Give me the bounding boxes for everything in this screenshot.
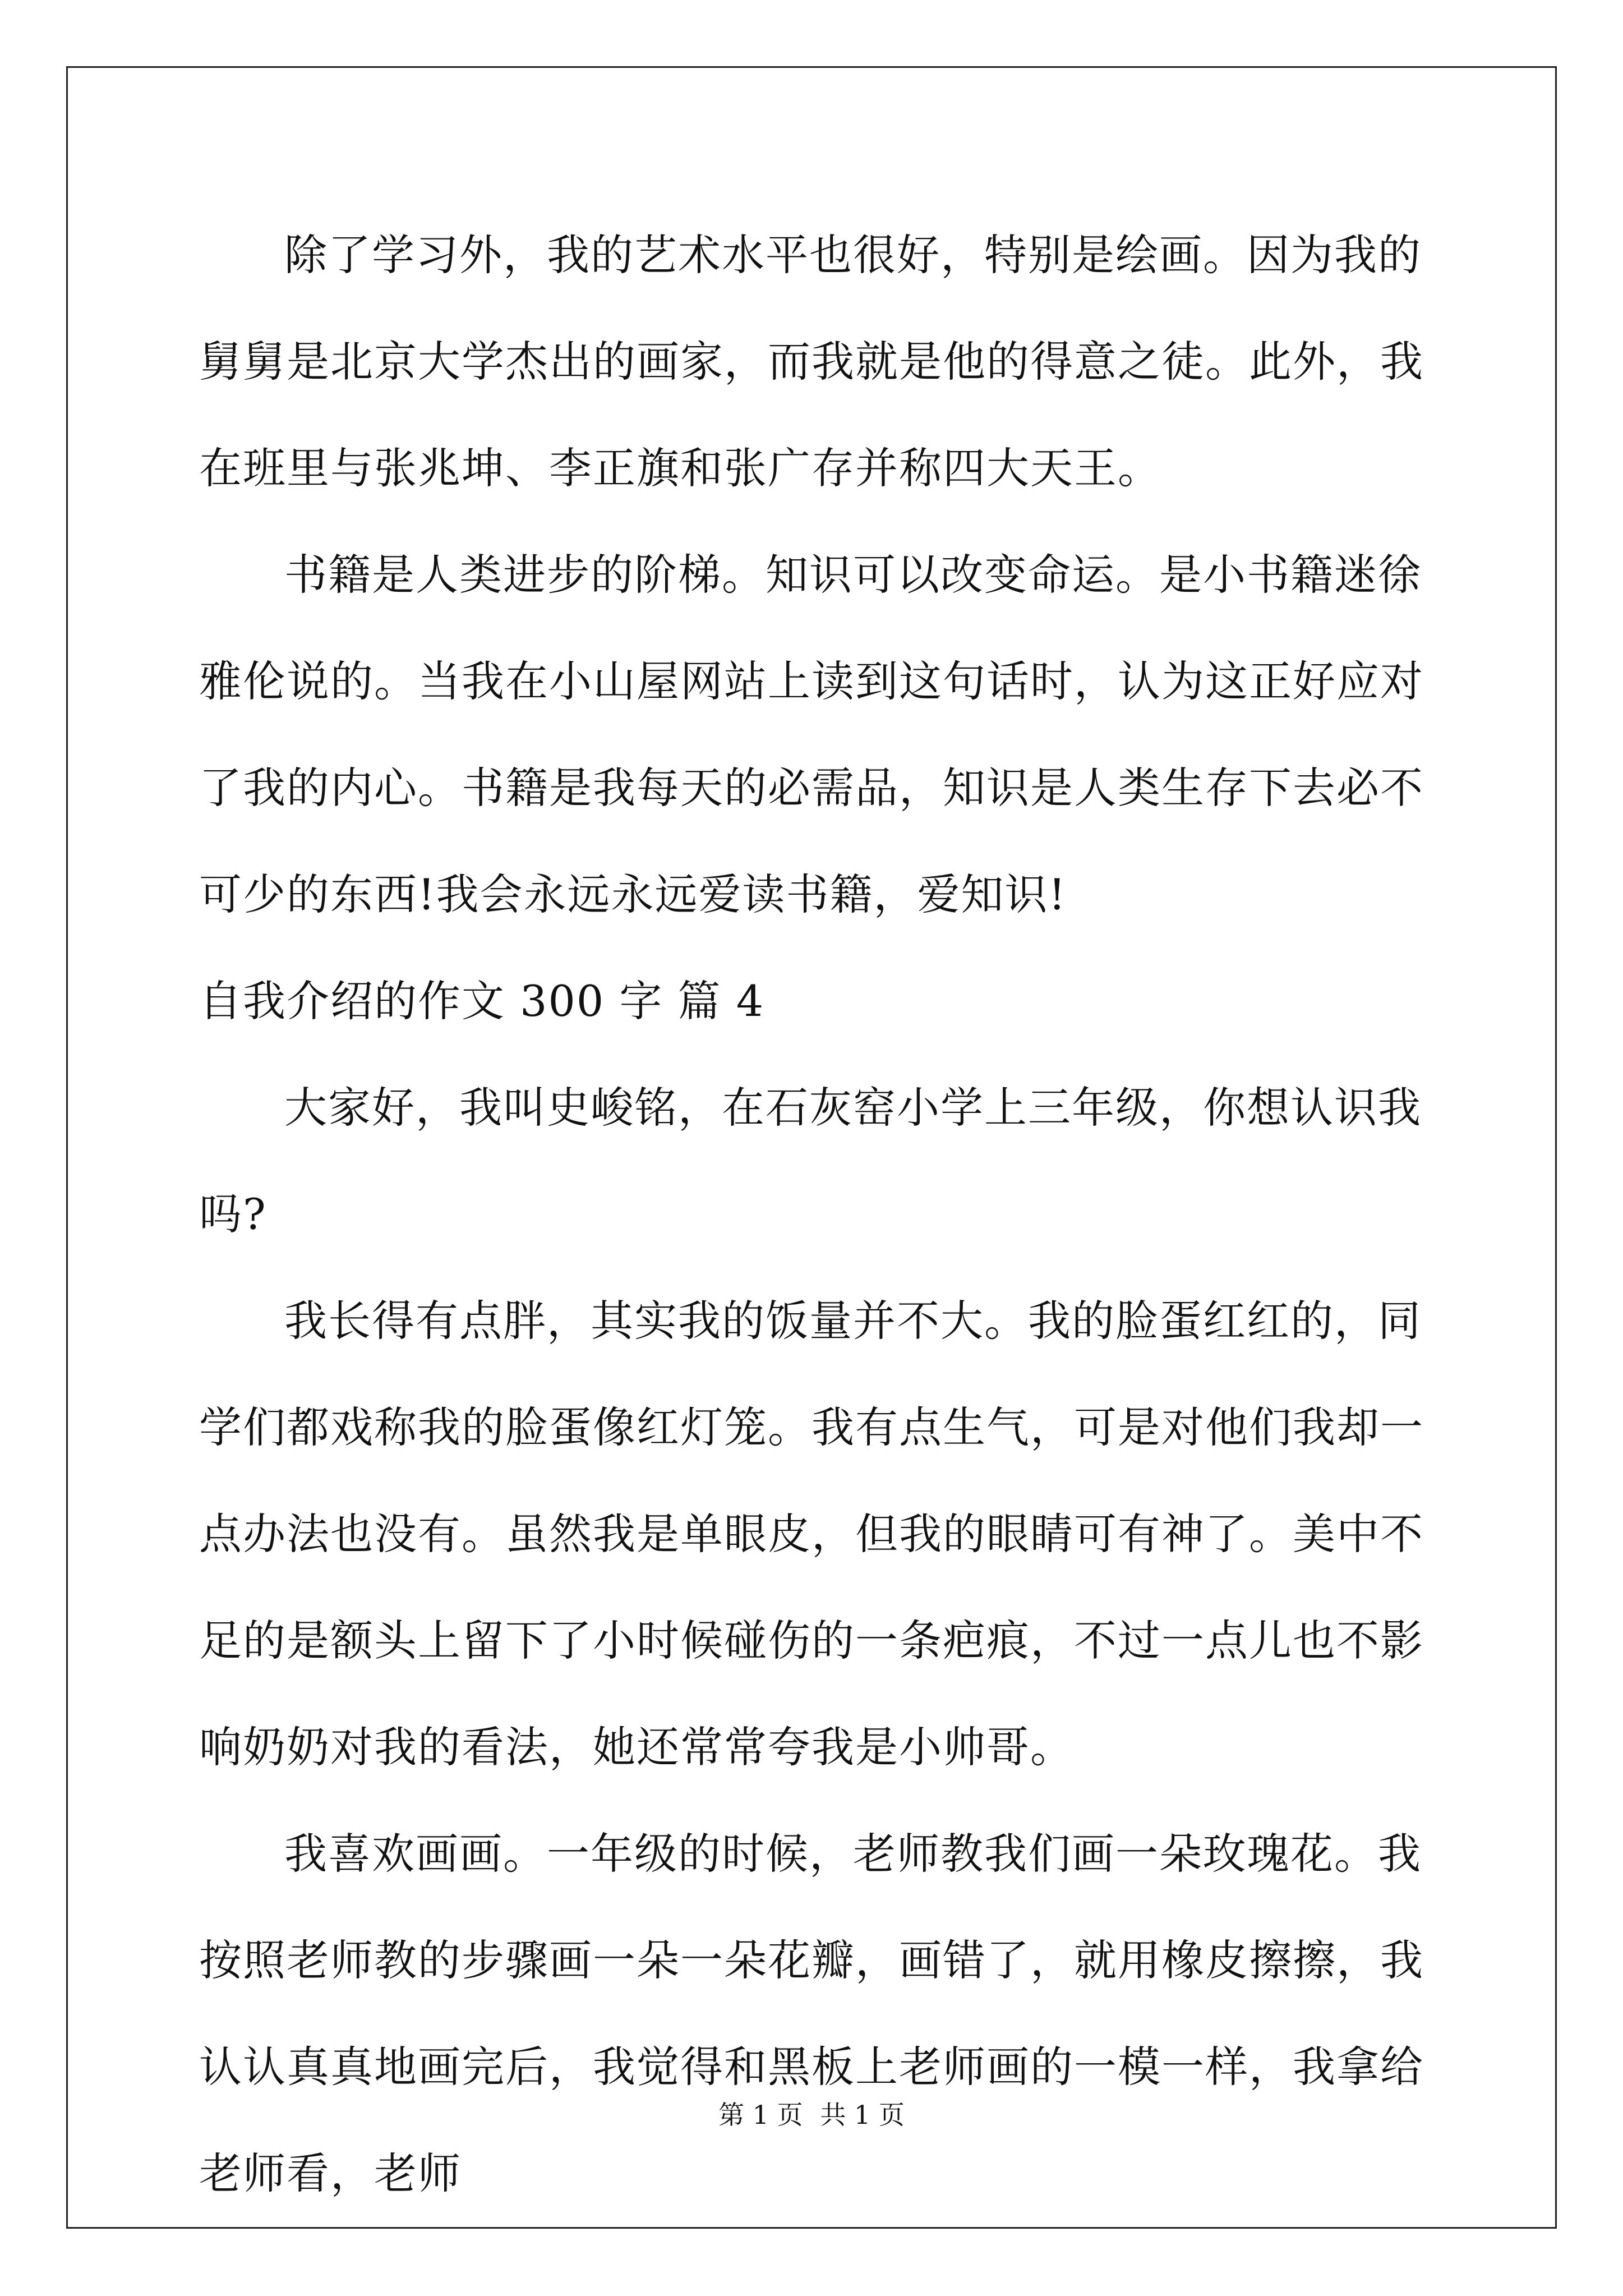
paragraph-appearance: 我长得有点胖，其实我的饭量并不大。我的脸蛋红红的，同学们都戏称我的脸蛋像红灯笼。我有点生气，可是对他们我却一点办法也没有。虽然我是单眼皮，但我的眼睛可有神了。美中不足的是额头上留下了小时候碰伤的一条疤痕，不过一点儿也不影响奶奶对我的看法，她还常常夸我是小帅哥。 bbox=[199, 1296, 1424, 1772]
paragraph-art-skills: 除了学习外，我的艺术水平也很好，特别是绘画。因为我的舅舅是北京大学杰出的画家，而我就是他的得意之徒。此外，我在班里与张兆坤、李正旗和张广存并称四大天王。 bbox=[199, 230, 1424, 493]
page-total: 共 1 页 bbox=[820, 2100, 905, 2130]
document-body bbox=[199, 202, 1433, 2227]
paragraph-books: 书籍是人类进步的阶梯。知识可以改变命运。是小书籍迷徐雅伦说的。当我在小山屋网站上读到这句话时，认为这正好应对了我的内心。书籍是我每天的必需品，知识是人类生存下去必不可少的东西!我会永远永远爱读书籍，爱知识! bbox=[199, 550, 1424, 919]
paragraph-drawing: 我喜欢画画。一年级的时候，老师教我们画一朵玫瑰花。我按照老师教的步骤画一朵一朵花瓣，画错了，就用橡皮擦擦，我认认真真地画完后，我觉得和黑板上老师画的一模一样，我拿给老师看，老师 bbox=[199, 1829, 1424, 2198]
page-number: 第 1 页 bbox=[718, 2100, 803, 2130]
paragraph-greeting: 大家好，我叫史峻铭，在石灰窑小学上三年级，你想认识我吗? bbox=[199, 1083, 1422, 1239]
page-footer bbox=[0, 2098, 1623, 2132]
section-heading: 自我介绍的作文 300 字 篇 4 bbox=[199, 976, 765, 1026]
